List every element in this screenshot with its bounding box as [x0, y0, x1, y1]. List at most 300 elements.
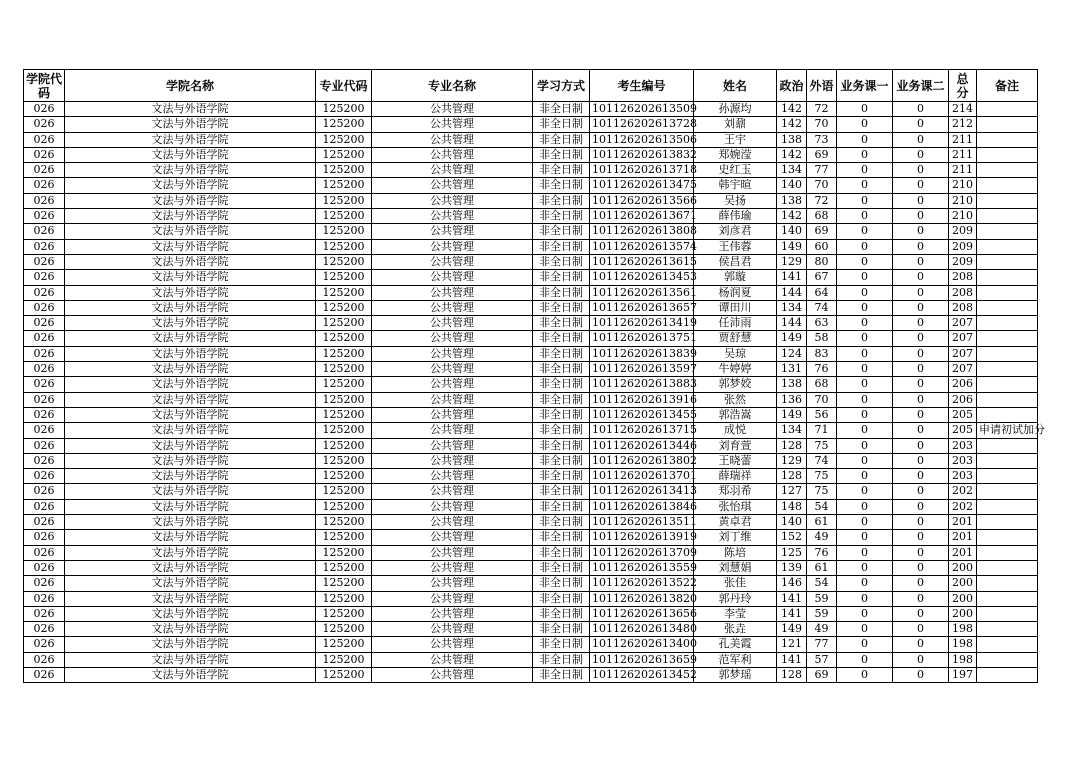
college-name-cell: 文法与外语学院 — [65, 377, 316, 392]
politics-score-cell: 142 — [777, 102, 807, 117]
college-name-cell: 文法与外语学院 — [65, 667, 316, 682]
college-name-cell: 文法与外语学院 — [65, 407, 316, 422]
subject-1-score-cell: 0 — [837, 530, 893, 545]
politics-score-cell: 152 — [777, 530, 807, 545]
college-name-cell: 文法与外语学院 — [65, 254, 316, 269]
col-header-subject-1: 业务课一 — [837, 70, 893, 102]
college-name-cell: 文法与外语学院 — [65, 209, 316, 224]
subject-2-score-cell: 0 — [893, 102, 949, 117]
major-name-cell: 公共管理 — [372, 316, 533, 331]
major-code-cell: 125200 — [316, 484, 372, 499]
remarks-cell — [977, 147, 1038, 162]
subject-2-score-cell: 0 — [893, 499, 949, 514]
table-row — [24, 606, 1038, 621]
major-code-cell: 125200 — [316, 591, 372, 606]
col-header-foreign-language: 外语 — [807, 70, 837, 102]
college-code-cell: 026 — [24, 163, 65, 178]
major-name-cell: 公共管理 — [372, 362, 533, 377]
college-name-cell: 文法与外语学院 — [65, 560, 316, 575]
college-name-cell: 文法与外语学院 — [65, 331, 316, 346]
table-row — [24, 209, 1038, 224]
total-score-cell: 200 — [949, 560, 977, 575]
table-row — [24, 438, 1038, 453]
foreign-language-score-cell: 77 — [807, 163, 837, 178]
study-mode-cell: 非全日制 — [533, 362, 590, 377]
major-code-cell: 125200 — [316, 362, 372, 377]
politics-score-cell: 149 — [777, 407, 807, 422]
college-code-cell: 026 — [24, 576, 65, 591]
college-name-cell: 文法与外语学院 — [65, 132, 316, 147]
total-score-cell: 212 — [949, 117, 977, 132]
remarks-cell — [977, 239, 1038, 254]
study-mode-cell: 非全日制 — [533, 637, 590, 652]
study-mode-cell: 非全日制 — [533, 117, 590, 132]
college-name-cell: 文法与外语学院 — [65, 178, 316, 193]
foreign-language-score-cell: 57 — [807, 652, 837, 667]
candidate-id-cell: 101126202613709 — [590, 545, 694, 560]
candidate-name-cell: 郑羽希 — [694, 484, 777, 499]
remarks-cell — [977, 499, 1038, 514]
candidate-id-cell: 101126202613574 — [590, 239, 694, 254]
candidate-id-cell: 101126202613916 — [590, 392, 694, 407]
major-name-cell: 公共管理 — [372, 515, 533, 530]
politics-score-cell: 128 — [777, 438, 807, 453]
candidate-id-cell: 101126202613839 — [590, 346, 694, 361]
candidate-id-cell: 101126202613615 — [590, 254, 694, 269]
major-code-cell: 125200 — [316, 469, 372, 484]
foreign-language-score-cell: 76 — [807, 545, 837, 560]
major-code-cell: 125200 — [316, 285, 372, 300]
study-mode-cell: 非全日制 — [533, 331, 590, 346]
total-score-cell: 200 — [949, 591, 977, 606]
total-score-cell: 197 — [949, 667, 977, 682]
college-name-cell: 文法与外语学院 — [65, 117, 316, 132]
foreign-language-score-cell: 73 — [807, 132, 837, 147]
major-code-cell: 125200 — [316, 499, 372, 514]
subject-1-score-cell: 0 — [837, 499, 893, 514]
candidate-name-cell: 牛婷婷 — [694, 362, 777, 377]
remarks-cell — [977, 438, 1038, 453]
politics-score-cell: 142 — [777, 147, 807, 162]
subject-2-score-cell: 0 — [893, 591, 949, 606]
college-name-cell: 文法与外语学院 — [65, 438, 316, 453]
remarks-cell — [977, 407, 1038, 422]
table-row — [24, 254, 1038, 269]
remarks-cell — [977, 316, 1038, 331]
study-mode-cell: 非全日制 — [533, 423, 590, 438]
table-row — [24, 560, 1038, 575]
college-code-cell: 026 — [24, 178, 65, 193]
candidate-name-cell: 史红玉 — [694, 163, 777, 178]
major-name-cell: 公共管理 — [372, 163, 533, 178]
major-name-cell: 公共管理 — [372, 606, 533, 621]
foreign-language-score-cell: 71 — [807, 423, 837, 438]
major-code-cell: 125200 — [316, 545, 372, 560]
remarks-cell — [977, 224, 1038, 239]
college-code-cell: 026 — [24, 285, 65, 300]
header-row — [24, 70, 1038, 102]
subject-1-score-cell: 0 — [837, 591, 893, 606]
subject-2-score-cell: 0 — [893, 377, 949, 392]
study-mode-cell: 非全日制 — [533, 515, 590, 530]
table-row — [24, 346, 1038, 361]
candidate-id-cell: 101126202613820 — [590, 591, 694, 606]
politics-score-cell: 149 — [777, 239, 807, 254]
candidate-name-cell: 陈培 — [694, 545, 777, 560]
candidate-id-cell: 101126202613715 — [590, 423, 694, 438]
foreign-language-score-cell: 59 — [807, 591, 837, 606]
candidate-id-cell: 101126202613559 — [590, 560, 694, 575]
candidate-id-cell: 101126202613659 — [590, 652, 694, 667]
remarks-cell — [977, 163, 1038, 178]
total-score-cell: 207 — [949, 331, 977, 346]
candidate-name-cell: 范军利 — [694, 652, 777, 667]
subject-2-score-cell: 0 — [893, 178, 949, 193]
total-score-cell: 207 — [949, 362, 977, 377]
major-code-cell: 125200 — [316, 438, 372, 453]
remarks-cell — [977, 545, 1038, 560]
total-score-cell: 210 — [949, 209, 977, 224]
politics-score-cell: 128 — [777, 469, 807, 484]
table-row — [24, 102, 1038, 117]
candidate-id-cell: 101126202613419 — [590, 316, 694, 331]
total-score-cell: 208 — [949, 270, 977, 285]
total-score-cell: 206 — [949, 392, 977, 407]
foreign-language-score-cell: 54 — [807, 576, 837, 591]
col-header-politics: 政治 — [777, 70, 807, 102]
remarks-cell — [977, 637, 1038, 652]
politics-score-cell: 149 — [777, 622, 807, 637]
subject-1-score-cell: 0 — [837, 362, 893, 377]
major-code-cell: 125200 — [316, 147, 372, 162]
study-mode-cell: 非全日制 — [533, 285, 590, 300]
candidate-id-cell: 101126202613506 — [590, 132, 694, 147]
total-score-cell: 201 — [949, 515, 977, 530]
study-mode-cell: 非全日制 — [533, 300, 590, 315]
politics-score-cell: 128 — [777, 667, 807, 682]
foreign-language-score-cell: 49 — [807, 530, 837, 545]
total-score-cell: 203 — [949, 469, 977, 484]
candidate-name-cell: 成悦 — [694, 423, 777, 438]
subject-2-score-cell: 0 — [893, 147, 949, 162]
total-score-cell: 211 — [949, 132, 977, 147]
politics-score-cell: 138 — [777, 132, 807, 147]
remarks-cell — [977, 132, 1038, 147]
college-code-cell: 026 — [24, 346, 65, 361]
table-row — [24, 515, 1038, 530]
college-name-cell: 文法与外语学院 — [65, 392, 316, 407]
remarks-cell — [977, 667, 1038, 682]
table-row — [24, 132, 1038, 147]
college-name-cell: 文法与外语学院 — [65, 300, 316, 315]
major-name-cell: 公共管理 — [372, 239, 533, 254]
candidate-name-cell: 刘慧娟 — [694, 560, 777, 575]
candidate-name-cell: 韩宇暄 — [694, 178, 777, 193]
major-code-cell: 125200 — [316, 254, 372, 269]
study-mode-cell: 非全日制 — [533, 132, 590, 147]
foreign-language-score-cell: 74 — [807, 453, 837, 468]
candidate-name-cell: 薛瑞祥 — [694, 469, 777, 484]
subject-2-score-cell: 0 — [893, 209, 949, 224]
subject-1-score-cell: 0 — [837, 117, 893, 132]
total-score-cell: 198 — [949, 622, 977, 637]
candidate-name-cell: 张然 — [694, 392, 777, 407]
subject-1-score-cell: 0 — [837, 545, 893, 560]
college-code-cell: 026 — [24, 316, 65, 331]
college-code-cell: 026 — [24, 469, 65, 484]
total-score-cell: 202 — [949, 484, 977, 499]
candidate-name-cell: 贾舒慧 — [694, 331, 777, 346]
study-mode-cell: 非全日制 — [533, 102, 590, 117]
major-code-cell: 125200 — [316, 667, 372, 682]
candidate-name-cell: 吴琼 — [694, 346, 777, 361]
college-name-cell: 文法与外语学院 — [65, 163, 316, 178]
candidate-id-cell: 101126202613452 — [590, 667, 694, 682]
college-code-cell: 026 — [24, 423, 65, 438]
foreign-language-score-cell: 70 — [807, 178, 837, 193]
major-code-cell: 125200 — [316, 606, 372, 621]
major-name-cell: 公共管理 — [372, 667, 533, 682]
major-name-cell: 公共管理 — [372, 576, 533, 591]
subject-2-score-cell: 0 — [893, 239, 949, 254]
politics-score-cell: 139 — [777, 560, 807, 575]
candidate-id-cell: 101126202613808 — [590, 224, 694, 239]
study-mode-cell: 非全日制 — [533, 270, 590, 285]
major-name-cell: 公共管理 — [372, 591, 533, 606]
table-row — [24, 637, 1038, 652]
college-name-cell: 文法与外语学院 — [65, 499, 316, 514]
remarks-cell — [977, 300, 1038, 315]
foreign-language-score-cell: 72 — [807, 193, 837, 208]
major-code-cell: 125200 — [316, 178, 372, 193]
college-code-cell: 026 — [24, 606, 65, 621]
politics-score-cell: 136 — [777, 392, 807, 407]
foreign-language-score-cell: 74 — [807, 300, 837, 315]
remarks-cell — [977, 530, 1038, 545]
candidate-name-cell: 孔美霞 — [694, 637, 777, 652]
college-name-cell: 文法与外语学院 — [65, 423, 316, 438]
remarks-cell — [977, 392, 1038, 407]
college-code-cell: 026 — [24, 667, 65, 682]
major-code-cell: 125200 — [316, 300, 372, 315]
foreign-language-score-cell: 75 — [807, 469, 837, 484]
politics-score-cell: 138 — [777, 193, 807, 208]
candidate-name-cell: 王宇 — [694, 132, 777, 147]
foreign-language-score-cell: 69 — [807, 667, 837, 682]
col-header-college-name: 学院名称 — [65, 70, 316, 102]
major-name-cell: 公共管理 — [372, 147, 533, 162]
candidate-id-cell: 101126202613919 — [590, 530, 694, 545]
subject-1-score-cell: 0 — [837, 147, 893, 162]
major-name-cell: 公共管理 — [372, 530, 533, 545]
major-name-cell: 公共管理 — [372, 102, 533, 117]
candidate-name-cell: 杨润夏 — [694, 285, 777, 300]
subject-1-score-cell: 0 — [837, 331, 893, 346]
politics-score-cell: 141 — [777, 606, 807, 621]
candidate-name-cell: 郭梦瑶 — [694, 667, 777, 682]
table-row — [24, 362, 1038, 377]
politics-score-cell: 127 — [777, 484, 807, 499]
major-code-cell: 125200 — [316, 209, 372, 224]
subject-1-score-cell: 0 — [837, 224, 893, 239]
candidate-id-cell: 101126202613453 — [590, 270, 694, 285]
candidate-id-cell: 101126202613656 — [590, 606, 694, 621]
study-mode-cell: 非全日制 — [533, 407, 590, 422]
subject-2-score-cell: 0 — [893, 637, 949, 652]
study-mode-cell: 非全日制 — [533, 499, 590, 514]
major-name-cell: 公共管理 — [372, 484, 533, 499]
study-mode-cell: 非全日制 — [533, 560, 590, 575]
major-code-cell: 125200 — [316, 270, 372, 285]
politics-score-cell: 134 — [777, 423, 807, 438]
total-score-cell: 208 — [949, 285, 977, 300]
study-mode-cell: 非全日制 — [533, 346, 590, 361]
college-name-cell: 文法与外语学院 — [65, 362, 316, 377]
college-code-cell: 026 — [24, 453, 65, 468]
foreign-language-score-cell: 69 — [807, 147, 837, 162]
foreign-language-score-cell: 76 — [807, 362, 837, 377]
subject-1-score-cell: 0 — [837, 239, 893, 254]
major-code-cell: 125200 — [316, 316, 372, 331]
total-score-cell: 205 — [949, 423, 977, 438]
college-code-cell: 026 — [24, 622, 65, 637]
remarks-cell — [977, 254, 1038, 269]
candidate-name-cell: 张怡琪 — [694, 499, 777, 514]
college-name-cell: 文法与外语学院 — [65, 453, 316, 468]
table-row — [24, 316, 1038, 331]
table-row — [24, 285, 1038, 300]
politics-score-cell: 125 — [777, 545, 807, 560]
remarks-cell — [977, 285, 1038, 300]
col-header-major-name: 专业名称 — [372, 70, 533, 102]
subject-2-score-cell: 0 — [893, 362, 949, 377]
study-mode-cell: 非全日制 — [533, 606, 590, 621]
total-score-cell: 208 — [949, 300, 977, 315]
candidate-id-cell: 101126202613832 — [590, 147, 694, 162]
study-mode-cell: 非全日制 — [533, 622, 590, 637]
subject-1-score-cell: 0 — [837, 652, 893, 667]
study-mode-cell: 非全日制 — [533, 254, 590, 269]
subject-1-score-cell: 0 — [837, 285, 893, 300]
subject-2-score-cell: 0 — [893, 545, 949, 560]
foreign-language-score-cell: 83 — [807, 346, 837, 361]
subject-1-score-cell: 0 — [837, 606, 893, 621]
major-code-cell: 125200 — [316, 652, 372, 667]
college-code-cell: 026 — [24, 132, 65, 147]
college-code-cell: 026 — [24, 545, 65, 560]
politics-score-cell: 131 — [777, 362, 807, 377]
foreign-language-score-cell: 63 — [807, 316, 837, 331]
table-row — [24, 576, 1038, 591]
major-code-cell: 125200 — [316, 392, 372, 407]
table-row — [24, 239, 1038, 254]
candidate-id-cell: 101126202613701 — [590, 469, 694, 484]
study-mode-cell: 非全日制 — [533, 591, 590, 606]
table-row — [24, 178, 1038, 193]
college-name-cell: 文法与外语学院 — [65, 193, 316, 208]
candidate-id-cell: 101126202613718 — [590, 163, 694, 178]
subject-1-score-cell: 0 — [837, 453, 893, 468]
college-code-cell: 026 — [24, 591, 65, 606]
major-code-cell: 125200 — [316, 117, 372, 132]
study-mode-cell: 非全日制 — [533, 530, 590, 545]
major-name-cell: 公共管理 — [372, 346, 533, 361]
major-name-cell: 公共管理 — [372, 270, 533, 285]
foreign-language-score-cell: 49 — [807, 622, 837, 637]
major-code-cell: 125200 — [316, 346, 372, 361]
subject-2-score-cell: 0 — [893, 300, 949, 315]
politics-score-cell: 142 — [777, 117, 807, 132]
major-code-cell: 125200 — [316, 576, 372, 591]
total-score-cell: 214 — [949, 102, 977, 117]
subject-2-score-cell: 0 — [893, 423, 949, 438]
total-score-cell: 205 — [949, 407, 977, 422]
study-mode-cell: 非全日制 — [533, 178, 590, 193]
total-score-cell: 198 — [949, 652, 977, 667]
study-mode-cell: 非全日制 — [533, 193, 590, 208]
politics-score-cell: 140 — [777, 178, 807, 193]
politics-score-cell: 134 — [777, 300, 807, 315]
candidate-name-cell: 刘丁维 — [694, 530, 777, 545]
table-row — [24, 667, 1038, 682]
subject-2-score-cell: 0 — [893, 346, 949, 361]
remarks-cell — [977, 453, 1038, 468]
table-row — [24, 392, 1038, 407]
remarks-cell — [977, 270, 1038, 285]
table-row — [24, 469, 1038, 484]
total-score-cell: 203 — [949, 453, 977, 468]
candidate-id-cell: 101126202613728 — [590, 117, 694, 132]
total-score-cell: 207 — [949, 316, 977, 331]
table-row — [24, 652, 1038, 667]
foreign-language-score-cell: 56 — [807, 407, 837, 422]
college-code-cell: 026 — [24, 377, 65, 392]
subject-1-score-cell: 0 — [837, 316, 893, 331]
candidate-id-cell: 101126202613566 — [590, 193, 694, 208]
major-code-cell: 125200 — [316, 453, 372, 468]
politics-score-cell: 149 — [777, 331, 807, 346]
college-code-cell: 026 — [24, 438, 65, 453]
college-code-cell: 026 — [24, 515, 65, 530]
college-name-cell: 文法与外语学院 — [65, 469, 316, 484]
candidate-name-cell: 李莹 — [694, 606, 777, 621]
table-row — [24, 117, 1038, 132]
table-row — [24, 377, 1038, 392]
college-name-cell: 文法与外语学院 — [65, 224, 316, 239]
candidate-id-cell: 101126202613455 — [590, 407, 694, 422]
subject-2-score-cell: 0 — [893, 530, 949, 545]
remarks-cell: 申请初试加分 — [977, 423, 1038, 438]
total-score-cell: 209 — [949, 239, 977, 254]
subject-1-score-cell: 0 — [837, 193, 893, 208]
subject-2-score-cell: 0 — [893, 117, 949, 132]
college-name-cell: 文法与外语学院 — [65, 606, 316, 621]
college-code-cell: 026 — [24, 117, 65, 132]
foreign-language-score-cell: 59 — [807, 606, 837, 621]
foreign-language-score-cell: 61 — [807, 560, 837, 575]
remarks-cell — [977, 102, 1038, 117]
study-mode-cell: 非全日制 — [533, 545, 590, 560]
candidate-id-cell: 101126202613657 — [590, 300, 694, 315]
college-code-cell: 026 — [24, 499, 65, 514]
major-name-cell: 公共管理 — [372, 300, 533, 315]
subject-1-score-cell: 0 — [837, 209, 893, 224]
college-name-cell: 文法与外语学院 — [65, 545, 316, 560]
remarks-cell — [977, 560, 1038, 575]
candidate-id-cell: 101126202613509 — [590, 102, 694, 117]
subject-2-score-cell: 0 — [893, 515, 949, 530]
politics-score-cell: 134 — [777, 163, 807, 178]
